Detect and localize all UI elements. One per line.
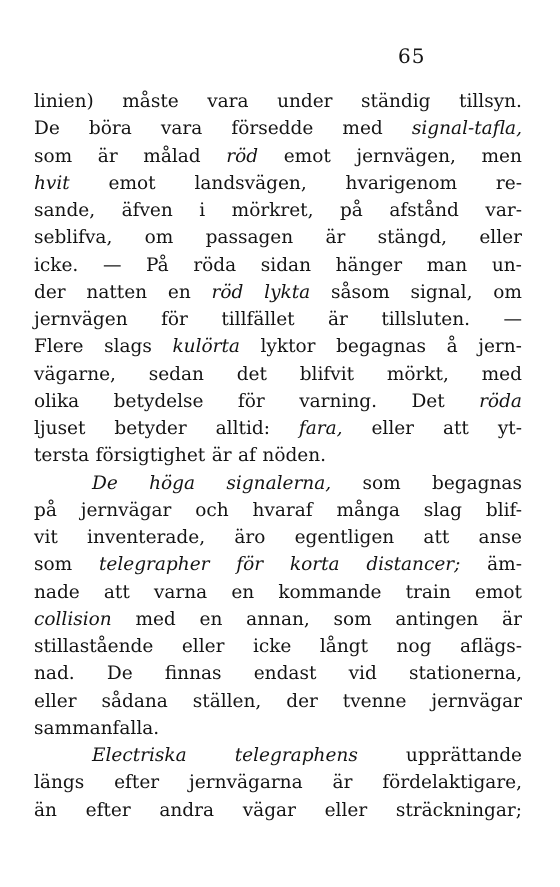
word: egentligen: [294, 527, 395, 548]
word: om: [493, 281, 522, 303]
word: mörkt,: [386, 363, 449, 385]
word: korta: [289, 554, 340, 576]
text-line: [34, 388, 522, 415]
word: och: [195, 499, 229, 521]
word: stillastående: [34, 636, 154, 657]
word: långt: [319, 636, 369, 657]
word: är: [97, 145, 118, 167]
word: nöden.: [262, 445, 327, 467]
word: att: [103, 581, 130, 603]
word: jernvägen: [34, 309, 128, 330]
word: nog: [396, 636, 432, 657]
word: jernvägar: [431, 690, 522, 712]
word: linien): [34, 91, 94, 112]
word: De: [34, 118, 60, 140]
word: antingen: [395, 608, 479, 630]
text-line: [34, 88, 522, 115]
word: sträckningar;: [395, 799, 522, 821]
word: som: [34, 145, 73, 167]
text-line: [34, 688, 522, 715]
word: vara: [207, 91, 249, 112]
word: collision: [34, 608, 112, 630]
word: der: [286, 690, 318, 712]
text-line: [34, 797, 522, 824]
word: i: [199, 200, 206, 221]
text-line: [34, 306, 522, 333]
text-line: [34, 333, 522, 360]
word: under: [277, 91, 333, 112]
text-line: [34, 633, 522, 660]
word: betydelse: [113, 390, 204, 412]
text-line: [34, 115, 522, 142]
text-line: [34, 442, 522, 469]
word: yt-: [497, 418, 522, 439]
word: sammanfalla.: [34, 717, 160, 739]
word: inventerade,: [87, 527, 206, 548]
word: en: [199, 608, 223, 630]
word: Electriska: [92, 745, 187, 766]
text-line: [34, 197, 522, 224]
word: på: [339, 200, 363, 221]
word: Det: [411, 390, 445, 412]
text-line: [34, 524, 522, 551]
word: un-: [491, 254, 522, 276]
word: tillsyn.: [459, 91, 522, 112]
word: men: [481, 145, 522, 167]
word: re-: [495, 172, 522, 194]
word: stationerna,: [408, 663, 522, 685]
text-line: [34, 579, 522, 606]
word: natten: [86, 281, 148, 303]
text-line: [34, 361, 522, 388]
word: eller: [371, 418, 415, 439]
word: emot: [283, 145, 331, 167]
text-line: [34, 606, 522, 633]
word: upprättande: [405, 745, 522, 766]
word: varning.: [299, 390, 377, 412]
word: begagnas: [336, 336, 427, 358]
word: röda: [193, 254, 237, 276]
word: att: [442, 418, 469, 439]
text-line: [34, 415, 522, 442]
word: med: [135, 608, 176, 630]
word: der: [34, 281, 66, 303]
word: blif-: [485, 499, 522, 521]
word: hänger: [335, 254, 403, 276]
word: en: [167, 281, 191, 303]
text-line: [34, 660, 522, 687]
word: är: [328, 309, 348, 330]
word: train: [405, 581, 451, 603]
text-line: [34, 715, 522, 742]
word: kommande: [278, 581, 382, 603]
word: är: [211, 445, 232, 467]
word: De: [106, 663, 133, 685]
text-line: [34, 497, 522, 524]
word: röd: [226, 145, 259, 167]
word: seblifva,: [34, 227, 113, 249]
word: äm-: [487, 554, 522, 576]
word: De: [92, 472, 118, 494]
word: längs: [34, 772, 85, 794]
word: är: [332, 772, 353, 794]
word: är: [325, 227, 346, 249]
word: ställen,: [192, 690, 262, 712]
word: hvit: [34, 172, 70, 194]
word: med: [342, 118, 383, 140]
word: målad: [143, 145, 201, 167]
word: eller: [34, 690, 77, 712]
text-line: [34, 742, 522, 769]
word: passagen: [205, 227, 294, 249]
word: endast: [253, 663, 317, 685]
word: vit: [34, 527, 58, 548]
word: slags: [104, 336, 152, 358]
text-line: [34, 551, 522, 578]
word: afstånd: [389, 200, 459, 221]
text-line: [34, 143, 522, 170]
word: än: [34, 799, 57, 821]
word: som: [333, 608, 372, 630]
word: måste: [122, 91, 179, 112]
word: blifvit: [299, 363, 355, 385]
text-line: [34, 252, 522, 279]
word: aflägs-: [459, 636, 522, 657]
word: olika: [34, 390, 80, 412]
word: jernvägen,: [356, 145, 456, 167]
word: signal,: [410, 281, 473, 303]
word: telegrapher: [98, 554, 210, 576]
text-line: [34, 170, 522, 197]
word: ljuset: [34, 418, 86, 439]
word: som: [362, 472, 401, 494]
word: emot: [474, 581, 522, 603]
word: tillfället: [221, 309, 295, 330]
page-number: 65: [398, 44, 426, 68]
word: jern-: [478, 336, 522, 358]
word: man: [426, 254, 468, 276]
word: eller: [324, 799, 368, 821]
word: för: [236, 554, 264, 576]
word: kulörta: [172, 336, 240, 358]
word: mörkret,: [231, 200, 314, 221]
word: jernvägar: [80, 499, 172, 521]
word: signalerna,: [226, 472, 332, 494]
word: försedde: [231, 118, 314, 140]
word: tillsluten.: [381, 309, 471, 330]
word: tvenne: [342, 690, 407, 712]
word: för: [237, 390, 265, 412]
word: jernvägarna: [189, 772, 303, 794]
word: —: [102, 254, 122, 276]
word: eller: [181, 636, 225, 657]
word: vägarne,: [34, 363, 116, 385]
word: finnas: [164, 663, 222, 685]
word: På: [146, 254, 169, 276]
word: det: [236, 363, 267, 385]
word: slag: [423, 499, 463, 521]
word: röd: [211, 281, 244, 303]
word: höga: [149, 472, 196, 494]
text-line: [34, 769, 522, 796]
word: betyder: [114, 418, 187, 439]
word: icke: [252, 636, 292, 657]
word: efter: [85, 799, 131, 821]
word: icke.: [34, 254, 79, 276]
word: sedan: [148, 363, 204, 385]
body-text: [34, 88, 522, 824]
word: vid: [348, 663, 377, 685]
word: alltid:: [215, 418, 270, 439]
word: hvarigenom: [345, 172, 458, 194]
word: nad.: [34, 663, 75, 685]
word: att: [423, 527, 450, 548]
word: fara,: [298, 418, 343, 439]
word: anse: [478, 527, 522, 548]
word: böra: [88, 118, 132, 140]
word: ständig: [361, 91, 431, 112]
word: landsvägen,: [194, 172, 307, 194]
word: af: [238, 445, 256, 467]
word: som: [34, 554, 73, 576]
word: signal-tafla,: [411, 118, 522, 140]
text-line: [34, 224, 522, 251]
word: efter: [114, 772, 160, 794]
word: äro: [234, 527, 266, 548]
word: emot: [108, 172, 156, 194]
word: är: [502, 608, 522, 630]
word: varna: [153, 581, 208, 603]
word: var-: [485, 200, 522, 221]
word: på: [34, 499, 57, 521]
word: för: [161, 309, 188, 330]
text-line: [34, 279, 522, 306]
word: äfven: [121, 200, 173, 221]
word: Flere: [34, 336, 84, 358]
word: andra: [159, 799, 215, 821]
word: med: [481, 363, 522, 385]
word: sidan: [260, 254, 311, 276]
word: en: [231, 581, 255, 603]
word: å: [446, 336, 458, 358]
word: sådana: [101, 690, 168, 712]
word: försigtighet: [95, 445, 206, 467]
word: många: [336, 499, 400, 521]
word: distancer;: [366, 554, 461, 576]
word: tersta: [34, 445, 90, 467]
word: om: [144, 227, 174, 249]
word: vägar: [242, 799, 296, 821]
word: såsom: [330, 281, 390, 303]
word: fördelaktigare,: [382, 772, 522, 794]
word: lykta: [264, 281, 311, 303]
word: hvaraf: [252, 499, 313, 521]
word: röda: [479, 390, 522, 412]
word: sande,: [34, 200, 96, 221]
word: annan,: [246, 608, 310, 630]
word: stängd,: [377, 227, 448, 249]
word: eller: [479, 227, 522, 249]
word: vara: [160, 118, 203, 140]
word: begagnas: [432, 472, 522, 494]
text-line: [34, 470, 522, 497]
word: lyktor: [260, 336, 316, 358]
word: telegraphens: [234, 745, 358, 766]
word: —: [503, 309, 522, 330]
word: nade: [34, 581, 80, 603]
